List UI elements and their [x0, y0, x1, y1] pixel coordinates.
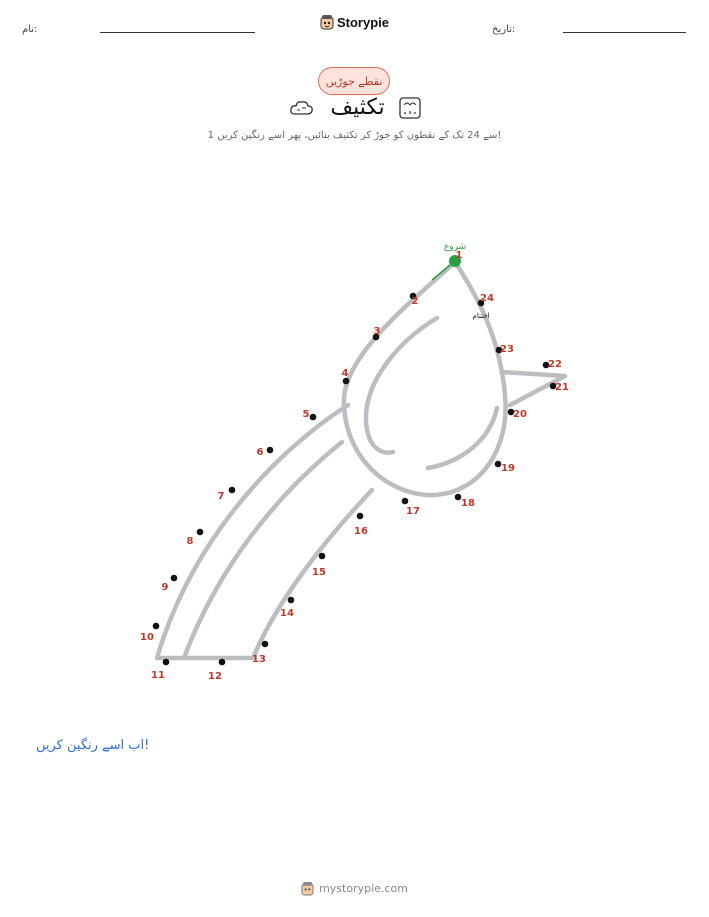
page-title: تکثیف: [330, 95, 385, 120]
dot-number-8: 8: [186, 536, 194, 547]
dot-number-4: 4: [341, 368, 349, 379]
dot-number-5: 5: [302, 409, 310, 420]
color-prompt: اب اسے رنگین کریں!: [36, 738, 150, 753]
dot-16[interactable]: [357, 513, 364, 520]
dot-number-23: 23: [500, 344, 514, 355]
dot-number-22: 22: [548, 359, 562, 370]
dot-8[interactable]: [197, 529, 204, 536]
dot-number-17: 17: [406, 506, 420, 517]
dot-12[interactable]: [219, 659, 226, 666]
dot-10[interactable]: [153, 623, 160, 630]
dot-7[interactable]: [229, 487, 236, 494]
dot-number-7: 7: [217, 491, 225, 502]
date-label: تاریخ:: [492, 24, 516, 35]
dot-number-16: 16: [354, 526, 368, 537]
dot-14[interactable]: [288, 597, 295, 604]
dot-number-14: 14: [280, 608, 294, 619]
dot-17[interactable]: [402, 498, 409, 505]
footer-mascot-icon: [301, 881, 314, 896]
dot-6[interactable]: [267, 447, 274, 454]
dot-number-2: 2: [411, 296, 419, 307]
dot-number-10: 10: [140, 632, 154, 643]
start-label: شروع: [443, 242, 467, 252]
droplet-outline: [157, 262, 565, 658]
dot-5[interactable]: [310, 414, 317, 421]
dot-number-20: 20: [513, 409, 527, 420]
dot-9[interactable]: [171, 575, 178, 582]
brand-name: Storypie: [336, 14, 389, 30]
dot-number-1: 1: [455, 250, 463, 261]
dots-layer: [140, 250, 569, 682]
dot-number-15: 15: [312, 567, 326, 578]
dot-number-11: 11: [151, 670, 165, 681]
footer-site: mystorypie.com: [319, 882, 408, 895]
dot-11[interactable]: [163, 659, 170, 666]
end-label: اختتام: [472, 312, 490, 320]
dot-15[interactable]: [319, 553, 326, 560]
dot-number-6: 6: [256, 447, 264, 458]
instruction-text: 1 سے 24 تک کے نقطوں کو جوڑ کر تکثیف بنائیں، پھر اسے رنگین کریں!: [207, 130, 502, 141]
footer: [0, 881, 709, 896]
activity-badge: نقطے جوڑیں: [318, 67, 390, 95]
start-arrow: [432, 265, 450, 280]
dot-number-24: 24: [480, 293, 494, 304]
dot-number-21: 21: [555, 382, 569, 393]
dot-number-12: 12: [208, 671, 222, 682]
dot-number-9: 9: [161, 582, 169, 593]
dot-13[interactable]: [262, 641, 269, 648]
dot-number-18: 18: [461, 498, 475, 509]
dot-number-13: 13: [252, 654, 266, 665]
name-label: نام:: [22, 24, 38, 35]
dot-number-3: 3: [373, 326, 381, 337]
dot-number-19: 19: [501, 463, 515, 474]
